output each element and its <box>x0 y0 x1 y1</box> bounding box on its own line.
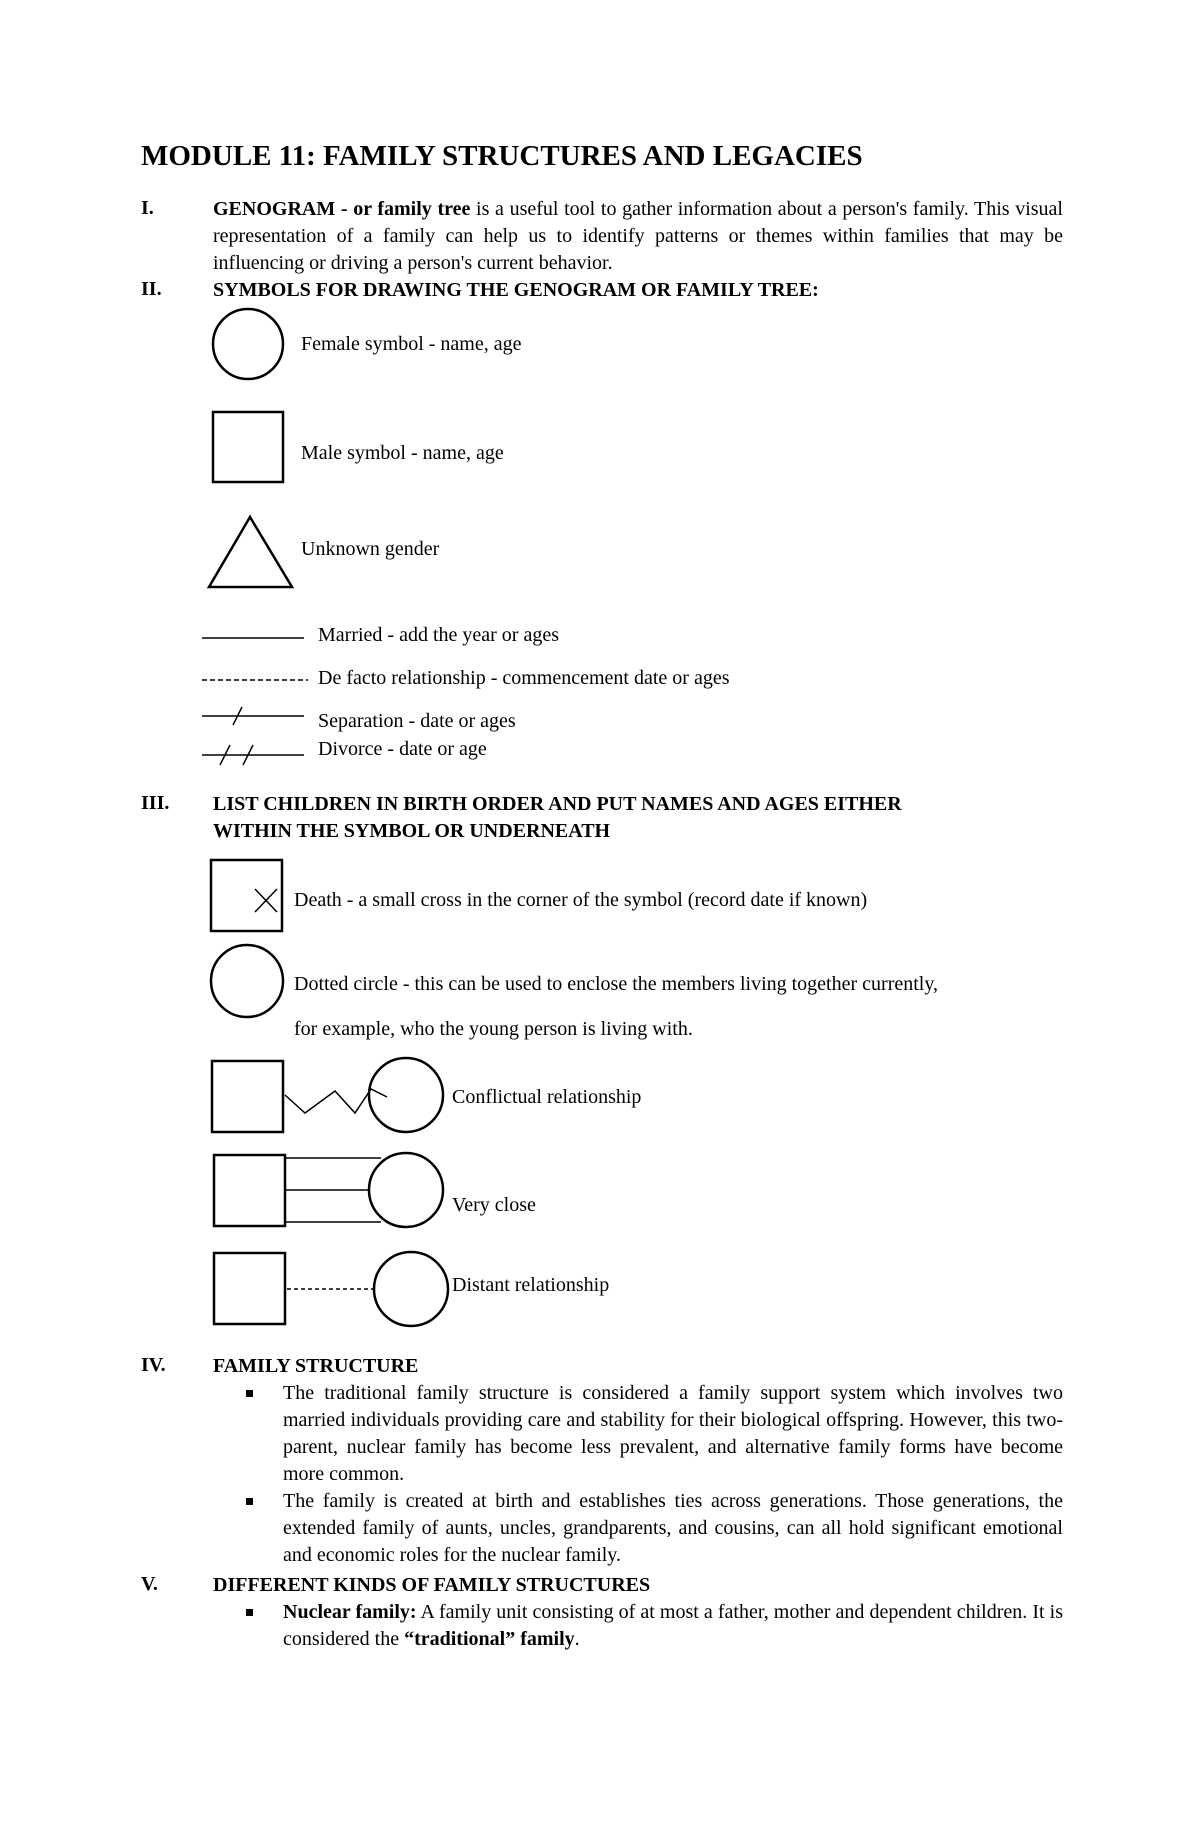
unknown-gender-label: Unknown gender <box>301 538 440 560</box>
male-symbol-label: Male symbol - name, age <box>301 442 504 464</box>
defacto-label: De facto relationship - commencement date or ages <box>318 667 730 689</box>
very-close-label: Very close <box>452 1194 536 1216</box>
triangle-icon <box>206 512 296 592</box>
divorce-label: Divorce - date or age <box>318 738 487 760</box>
distant-relationship-icon <box>211 1247 451 1331</box>
section-5-number: V. <box>141 1573 158 1595</box>
section-3-heading-line-2: WITHIN THE SYMBOL OR UNDERNEATH <box>213 820 611 842</box>
genogram-description: is a useful tool to gather information about a person's family. This visual representation of a family can help us to identify patterns or themes within families that may be influencing or driving a person's current behavior. <box>213 198 1063 274</box>
female-symbol-label: Female symbol - name, age <box>301 333 522 355</box>
bullet-item <box>213 1488 1063 1569</box>
nuclear-family-term: Nuclear family: <box>283 1601 417 1623</box>
section-3-number: III. <box>141 792 170 814</box>
section-1-paragraph <box>213 196 1063 277</box>
bullet-square-icon <box>246 1609 253 1616</box>
traditional-family-term: “traditional” family <box>404 1628 575 1650</box>
death-label: Death - a small cross in the corner of the symbol (record date if known) <box>294 889 868 911</box>
separation-line-icon <box>200 705 310 729</box>
divorce-line-icon <box>200 742 310 768</box>
married-label: Married - add the year or ages <box>318 624 559 646</box>
section-3-heading-line-1: LIST CHILDREN IN BIRTH ORDER AND PUT NAMES AND AGES EITHER <box>213 793 902 815</box>
bullet-text: The traditional family structure is considered a family support system which involves two married individuals providing care and stability for their biological offspring. However, this two-parent, nuclear family has become less prevalent, and alternative family forms have become more common. <box>283 1382 1063 1485</box>
section-2-heading: SYMBOLS FOR DRAWING THE GENOGRAM OR FAMILY TREE: <box>213 279 819 301</box>
nuclear-family-end: . <box>574 1628 580 1650</box>
married-line-icon <box>200 630 310 640</box>
dotted-circle-icon <box>208 942 286 1020</box>
section-1-number: I. <box>141 197 154 219</box>
bullet-square-icon <box>246 1390 253 1397</box>
conflictual-relationship-icon <box>209 1053 449 1137</box>
section-4-heading: FAMILY STRUCTURE <box>213 1355 419 1377</box>
genogram-term-rest: - or family tree <box>335 198 471 220</box>
distant-label: Distant relationship <box>452 1274 610 1296</box>
dotted-circle-label-line-2: for example, who the young person is living with. <box>294 1018 693 1040</box>
separation-label: Separation - date or ages <box>318 710 516 732</box>
family-structure-bullets <box>213 1380 1063 1569</box>
bullet-text: The family is created at birth and establishes ties across generations. Those generations, the extended family of aunts, uncles, grandparents, and cousins, can all hold significant emotional and economic roles for the nuclear family. <box>283 1490 1063 1566</box>
defacto-dashed-line-icon <box>200 675 312 685</box>
section-5-heading: DIFFERENT KINDS OF FAMILY STRUCTURES <box>213 1574 651 1596</box>
dotted-circle-label-line-1: Dotted circle - this can be used to enclose the members living together currently, <box>294 973 939 995</box>
bullet-square-icon <box>246 1498 253 1505</box>
bullet-item <box>213 1380 1063 1488</box>
nuclear-family-text: A family unit consisting of at most a father, mother and dependent children. It is considered the <box>283 1601 1063 1650</box>
page-title: MODULE 11: FAMILY STRUCTURES AND LEGACIES <box>141 140 863 172</box>
genogram-term: GENOGRAM <box>213 198 336 220</box>
female-circle-icon <box>210 306 286 382</box>
male-square-icon <box>211 410 287 486</box>
very-close-relationship-icon <box>211 1148 451 1232</box>
bullet-item <box>213 1599 1063 1653</box>
death-square-icon <box>209 858 285 934</box>
section-2-number: II. <box>141 278 162 300</box>
conflictual-label: Conflictual relationship <box>452 1086 642 1108</box>
section-4-number: IV. <box>141 1354 166 1376</box>
family-kinds-bullets <box>213 1599 1063 1653</box>
